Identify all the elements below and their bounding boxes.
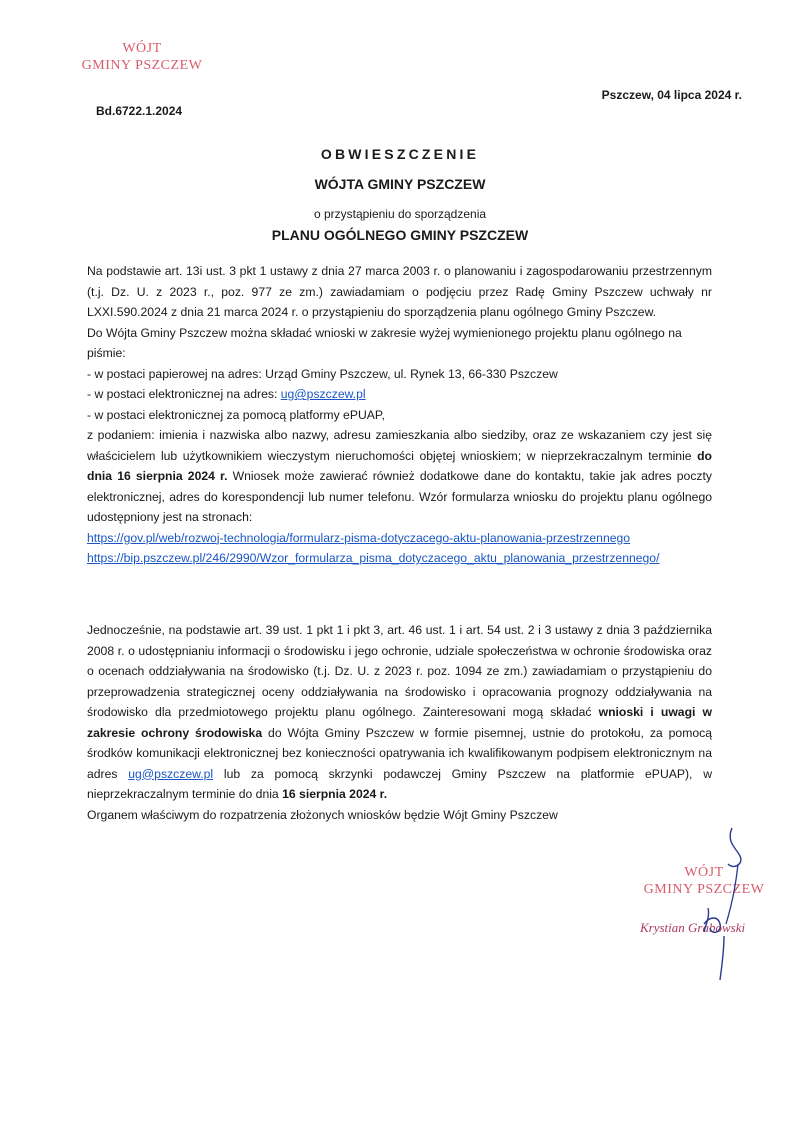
env-bold-phrase: wnioski i uwagi w zakresie ochrony środowiska [87,705,712,740]
email-link-2[interactable]: ug@pszczew.pl [128,766,214,781]
paragraph-legal-basis: Na podstawie art. 13i ust. 3 pkt 1 ustawy z dnia 27 marca 2003 r. o planowaniu i zagospodarowaniu przestrzennym (t.j. Dz. U. z 2023 r., poz. 977 ze zm.) zawiadamiam o podjęciu przez Radę Gminy Pszczew uchwały nr LXXI.590.2024 z dnia 21 marca 2024 r. o przystąpieniu do sporządzenia planu ogólnego Gminy Pszczew. [87,264,712,319]
paragraph-deadline [87,425,712,528]
env-text: Jednocześnie, na podstawie art. 39 ust. 1 pkt 1 i pkt 3, art. 46 ust. 1 i art. 54 ust. 2 i 3 ustawy z dnia 3 października 2008 r. o udostępnianiu informacji o środowisku i jego ochronie, udziale społeczeństwa w ochronie środowiska oraz o ocenach oddziaływania na środowisko (t.j. Dz. U. z 2023 r. poz. 1094 ze zm.) zawiadamiam o przystąpieniu do przeprowadzenia strategicznej oceny oddziaływania na środowisko i opracowania prognozy oddziaływania na środowisko dla przedmiotowego projektu planu ogólnego. Zainteresowani mogą składać [87,623,712,719]
bullet-paper-address: - w postaci papierowej na adres: Urząd Gminy Pszczew, ul. Rynek 13, 66-330 Pszczew [87,366,558,381]
env-text-middle: do Wójta Gminy Pszczew w formie pisemnej, ustnie do protokołu, za pomocą środków komunikacji elektronicznej bez konieczności opatrywania ich kwalifikowanym podpisem elektronicznym na adres [87,725,712,781]
stamp-title: WÓJT [122,41,162,56]
signatory-name: Krystian Grabowski [640,920,746,935]
stamp-bottom-office: GMINY PSZCZEW [643,882,765,897]
stamp-office: GMINY PSZCZEW [81,58,203,73]
deadline-bold: do dnia 16 sierpnia 2024 r. [87,448,712,483]
handwritten-signature [680,824,780,984]
email-link[interactable]: ug@pszczew.pl [280,387,366,401]
env-deadline-bold: 16 sierpnia 2024 r. [282,787,388,801]
place-date: Pszczew, 04 lipca 2024 r. [601,88,742,102]
document-subtitle: WÓJTA GMINY PSZCZEW [314,176,486,192]
form-link-bip[interactable]: https://bip.pszczew.pl/246/2990/Wzor_formularza_pisma_dotyczacego_aktu_planowania_przestrzennego/ [87,551,660,565]
header-stamp [62,40,222,74]
section-announcement [87,261,712,569]
paragraph-submission-info: Do Wójta Gminy Pszczew można składać wnioski w zakresie wyżej wymienionego projektu planu ogólnego na piśmie: [87,325,682,360]
bullet-email-label: - w postaci elektronicznej na adres: [87,387,281,401]
subject-intro: o przystąpieniu do sporządzenia [313,207,487,221]
env-text-after: lub za pomocą skrzynki podawczej Gminy Pszczew na platformie ePUAP), w nieprzekraczalnym terminie do dnia [87,766,712,801]
section-environment [87,620,712,825]
reference-number: Bd.6722.1.2024 [96,104,183,118]
form-link-gov[interactable]: https://gov.pl/web/rozwoj-technologia/formularz-pisma-dotyczacego-aktu-planowania-przestrzennego [87,530,631,545]
bullet-epuap: - w postaci elektronicznej za pomocą platformy ePUAP, [87,407,385,422]
bullet-email [87,384,712,405]
details-text-after: Wniosek może zawierać również dodatkowe dane do kontaktu, takie jak adres poczty elektronicznej, adres do korespondencji lub numer telefonu. Wzór formularza wniosku do projektu planu ogólnego udostępniony jest na stronach: [87,469,712,524]
subject-title: PLANU OGÓLNEGO GMINY PSZCZEW [271,227,529,243]
paragraph-closing: Organem właściwym do rozpatrzenia złożonych wniosków będzie Wójt Gminy Pszczew [87,807,558,822]
details-text: z podaniem: imienia i nazwiska albo nazwy, adresu zamieszkania albo siedziby, oraz ze wskazaniem czy jest się właścicielem lub użytkownikiem wieczystym nieruchomości objętej wnioskiem; w nieprzekraczalnym terminie [87,428,712,463]
stamp-bottom-title: WÓJT [684,865,724,880]
document-title: OBWIESZCZENIE [320,146,480,162]
paragraph-environment [87,620,712,805]
